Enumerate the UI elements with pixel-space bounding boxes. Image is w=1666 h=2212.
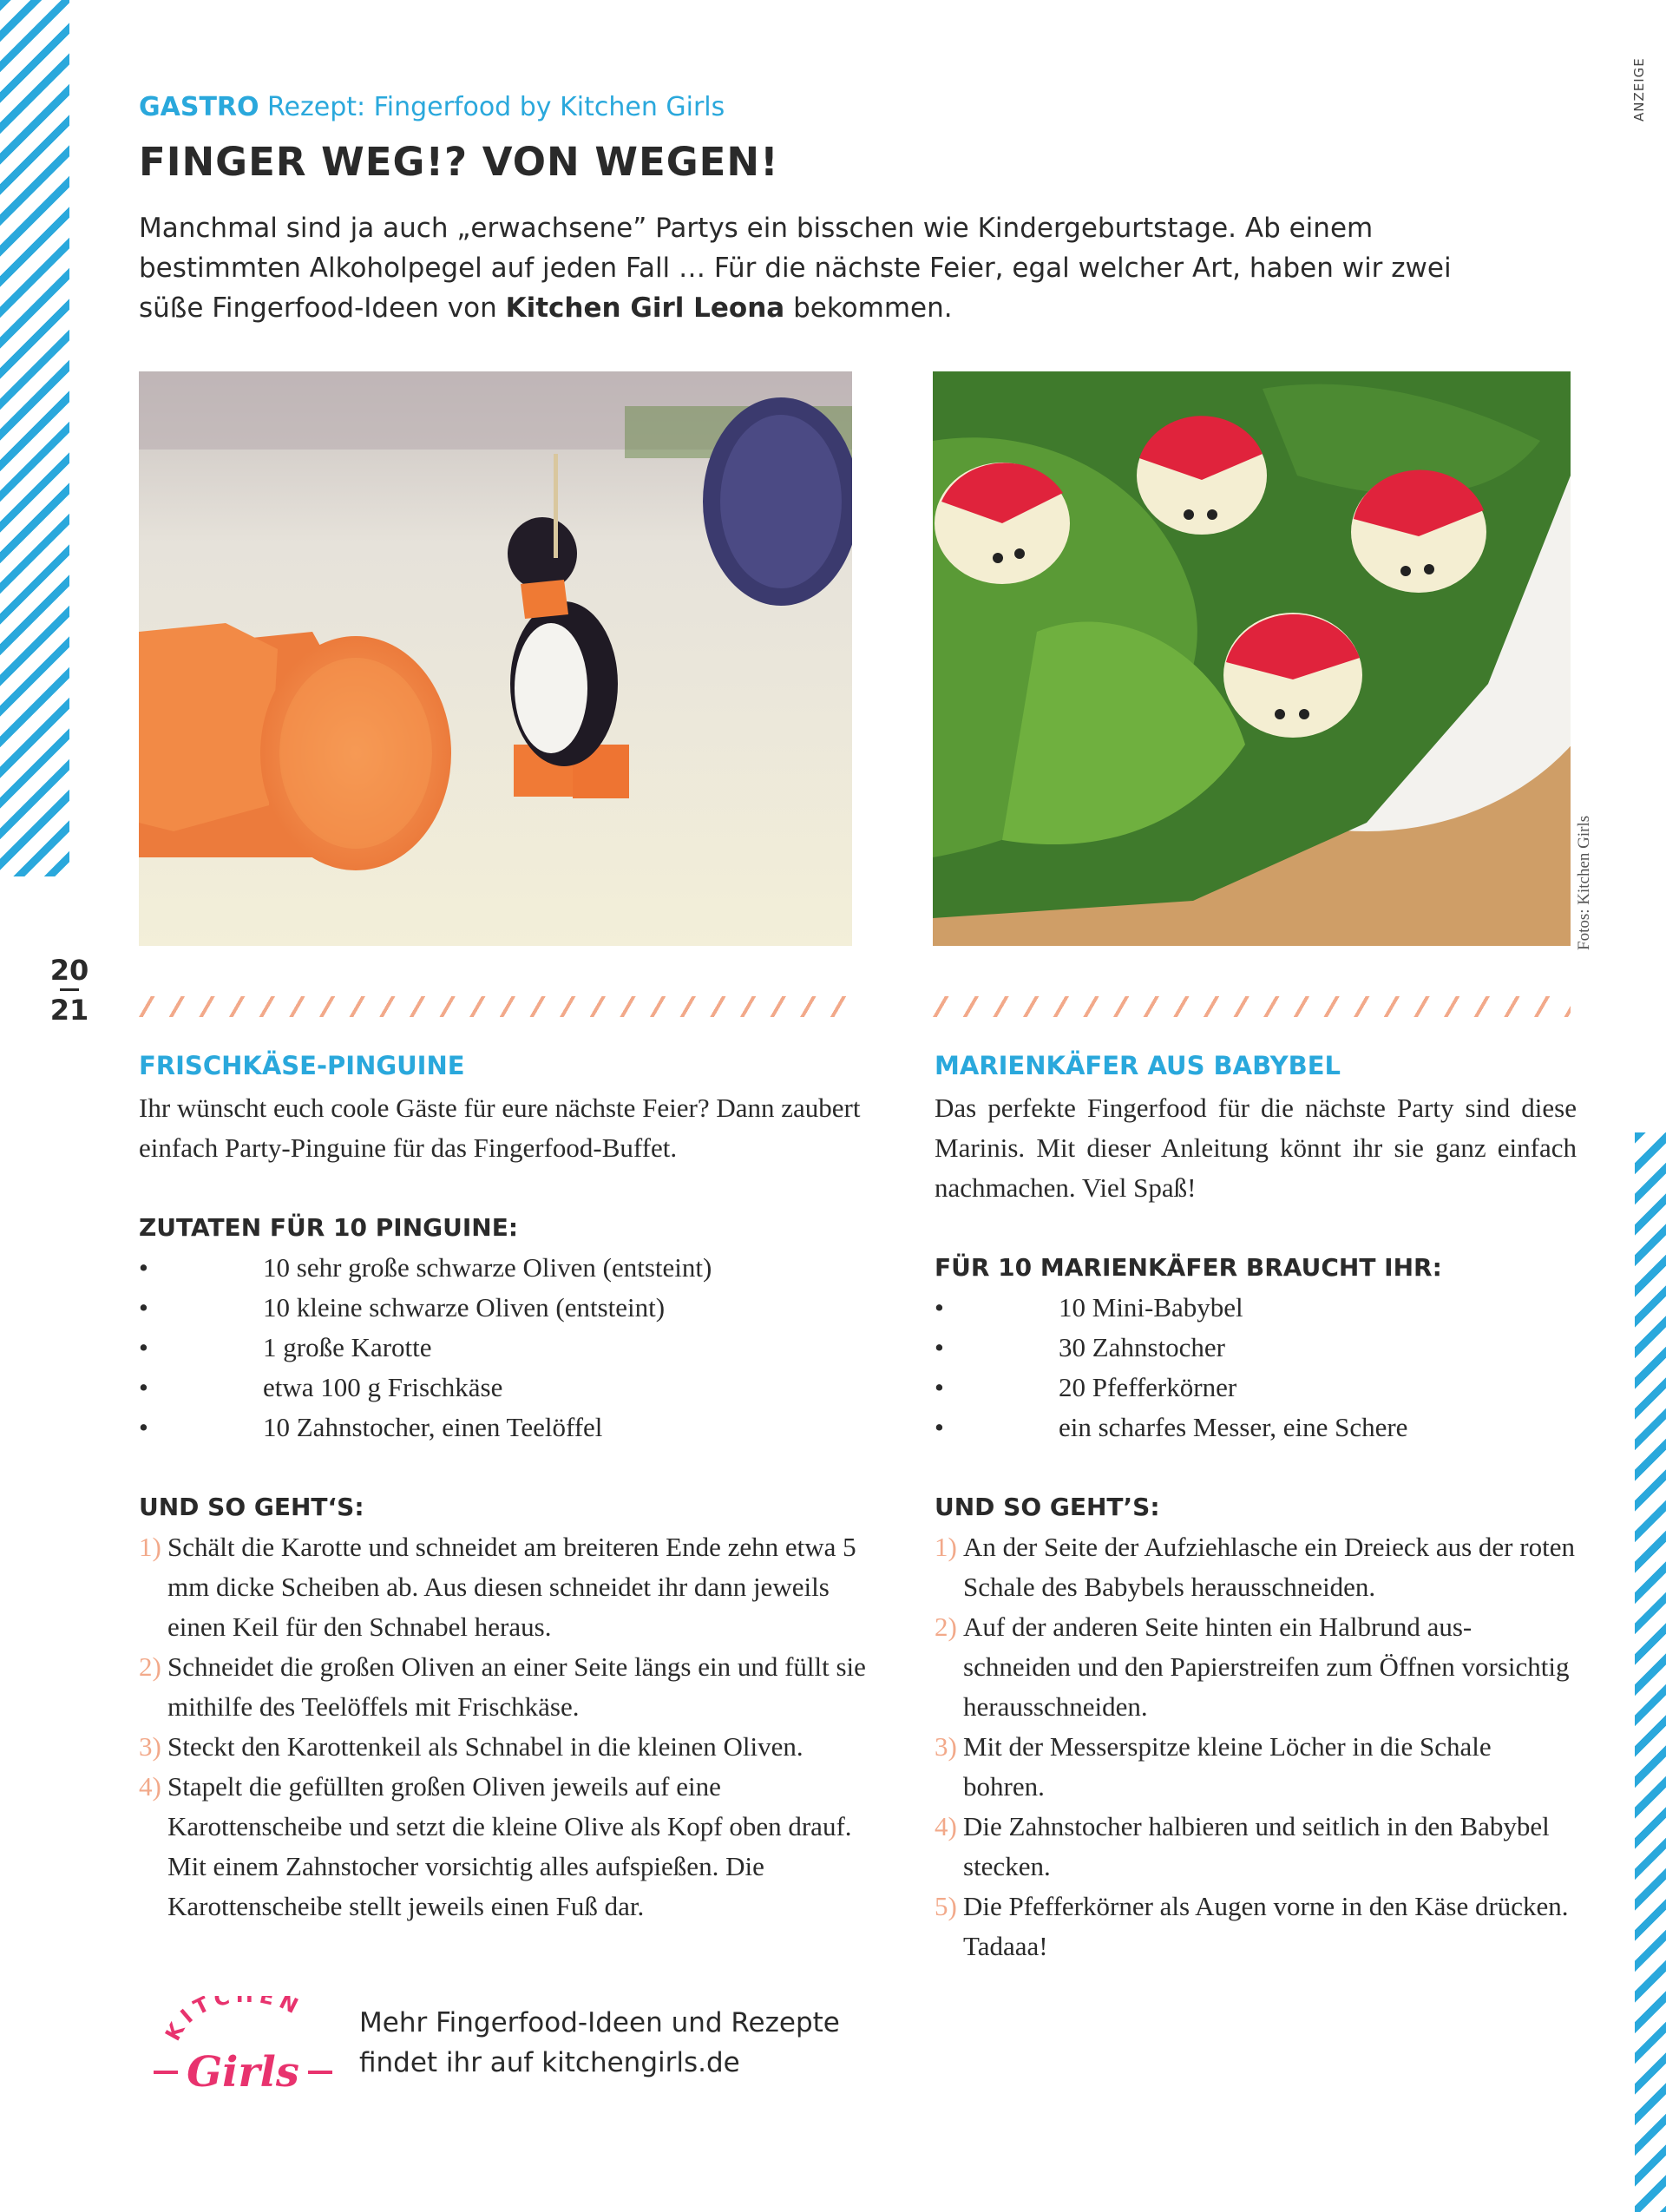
ingredient-text: 1 große Karotte — [263, 1332, 432, 1362]
ingredient-item — [139, 1368, 868, 1408]
ingredient-item — [139, 1288, 868, 1328]
intro-text-end: bekommen. — [784, 292, 953, 324]
recipe-title: FRISCHKÄSE-PINGUINE — [139, 1051, 465, 1080]
page-number-bottom: 21 — [49, 994, 89, 1027]
svg-text:KITCHEN — [161, 1996, 306, 2045]
step-number: 2) — [139, 1651, 161, 1682]
ingredient-text: 10 Mini-Babybel — [1059, 1292, 1243, 1323]
bullet: • — [139, 1292, 148, 1323]
ingredient-item — [935, 1288, 1577, 1328]
ladybug-photo-illustration — [933, 371, 1571, 946]
logo-top-text: KITC EN — [160, 1996, 307, 2045]
steps-list — [935, 1527, 1577, 1966]
bullet: • — [935, 1332, 944, 1362]
step-text: Stapelt die gefüllten großen Oliven jeweils auf eine Karottenscheibe und setzt die kleine Olive als Kopf oben drauf. Mit einem Zahnstocher vorsichtig alles aufspießen. Die Karottenscheibe stellt jeweils einen Fuß dar. — [167, 1771, 852, 1921]
ingredient-text: 10 kleine schwarze Oliven (entsteint) — [263, 1292, 666, 1323]
bullet: • — [139, 1332, 148, 1362]
decorative-divider-left — [139, 996, 852, 1017]
step-item — [935, 1727, 1577, 1807]
step-item — [935, 1607, 1577, 1727]
advertisement-label: ANZEIGE — [1631, 57, 1647, 121]
ingredients-heading: FÜR 10 MARIENKÄFER BRAUCHT IHR: — [935, 1253, 1442, 1282]
article-intro — [139, 208, 1492, 328]
footer-line-2: findet ihr auf kitchengirls.de — [359, 2047, 740, 2078]
step-text: Auf der anderen Seite hinten ein Halbrund aus-schneiden und den Papierstreifen zum Öffnen vorsichtig herausschneiden. — [963, 1611, 1570, 1722]
bullet: • — [935, 1372, 944, 1402]
decorative-stripes-left — [0, 0, 69, 876]
ladybug-4 — [1223, 613, 1362, 738]
ingredients-heading: ZUTATEN FÜR 10 PINGUINE: — [139, 1213, 519, 1242]
ladybug-1 — [935, 463, 1070, 584]
step-number: 4) — [935, 1811, 957, 1841]
steps-heading: UND SO GEHT‘S: — [139, 1493, 364, 1521]
section-kicker — [139, 92, 1007, 122]
spacer — [139, 1168, 868, 1208]
kicker-topic: Rezept: Fingerfood by Kitchen Girls — [259, 92, 725, 122]
penguin-photo-illustration — [139, 371, 852, 946]
ladybug-photo — [933, 371, 1571, 946]
ingredients-list — [935, 1288, 1577, 1447]
step-number: 4) — [139, 1771, 161, 1802]
recipe-penguins — [139, 1047, 868, 1926]
decorative-stripes-right — [1635, 1132, 1666, 2212]
ingredient-text: 30 Zahnstocher — [1059, 1332, 1225, 1362]
bullet: • — [139, 1252, 148, 1283]
intro-author: Kitchen Girl Leona — [505, 292, 785, 324]
spacer — [935, 1208, 1577, 1248]
decorative-divider-right — [933, 996, 1571, 1017]
recipe-title: MARIENKÄFER AUS BABYBEL — [935, 1051, 1341, 1080]
bullet: • — [935, 1292, 944, 1323]
spacer — [935, 1447, 1577, 1487]
spacer — [139, 1447, 868, 1487]
recipe-ladybugs — [935, 1047, 1577, 1966]
step-item — [139, 1727, 868, 1767]
ingredient-text: etwa 100 g Frischkäse — [263, 1372, 503, 1402]
steps-heading: UND SO GEHT’S: — [935, 1493, 1160, 1521]
step-text: Die Pfefferkörner als Augen vorne in den Käse drücken. Tadaaa! — [963, 1891, 1569, 1961]
ingredient-text: 10 Zahnstocher, einen Teelöffel — [263, 1412, 603, 1442]
page-number-top: 20 — [49, 954, 89, 987]
page-number-divider — [60, 988, 79, 991]
step-text: An der Seite der Aufziehlasche ein Dreieck aus der roten Schale des Babybels herausschneiden. — [963, 1532, 1575, 1602]
bullet: • — [139, 1372, 148, 1402]
step-text: Schneidet die großen Oliven an einer Seite längs ein und füllt sie mithilfe des Teelöffels mit Frischkäse. — [167, 1651, 866, 1722]
kitchen-girls-logo-graphic — [152, 1996, 338, 2100]
ingredient-item — [935, 1408, 1577, 1447]
page-numbers — [45, 955, 94, 1026]
bullet: • — [139, 1412, 148, 1442]
step-text: Steckt den Karottenkeil als Schnabel in die kleinen Oliven. — [167, 1731, 803, 1762]
ingredient-text: 20 Pfefferkörner — [1059, 1372, 1237, 1402]
steps-list — [139, 1527, 868, 1926]
kitchen-girls-logo — [152, 1996, 338, 2100]
step-item — [935, 1527, 1577, 1607]
step-number: 1) — [935, 1532, 957, 1562]
step-number: 5) — [935, 1891, 957, 1921]
step-item — [935, 1887, 1577, 1966]
article-title: FINGER WEG!? VON WEGEN! — [139, 139, 779, 185]
recipe-description: Das perfekte Fingerfood für die nächste Party sind diese Marinis. Mit dieser Anleitung könnt ihr sie ganz einfach nachmachen. Viel Spaß! — [935, 1093, 1577, 1203]
footer-line-1: Mehr Fingerfood-Ideen und Rezepte — [359, 2007, 840, 2038]
ingredient-item — [139, 1408, 868, 1447]
bullet: • — [935, 1412, 944, 1442]
step-number: 2) — [935, 1611, 957, 1642]
logo-bottom-text: Girls — [187, 2048, 299, 2097]
ingredient-text: ein scharfes Messer, eine Schere — [1059, 1412, 1408, 1442]
ingredient-text: 10 sehr große schwarze Oliven (entsteint) — [263, 1252, 712, 1283]
penguin-photo — [139, 371, 852, 946]
intro-text: Manchmal sind ja auch „erwachsene” Partys ein bisschen wie Kindergeburtstage. Ab einem bestimmten Alkoholpegel auf jeden Fall … Für die nächste Feier, egal welcher Art, haben wir zwei süße Fingerfood-Ideen von — [139, 213, 1452, 324]
step-item — [139, 1767, 868, 1926]
step-text: Die Zahnstocher halbieren und seitlich in den Babybel stecken. — [963, 1811, 1550, 1881]
ingredients-list — [139, 1248, 868, 1447]
step-item — [935, 1807, 1577, 1887]
step-item — [139, 1527, 868, 1647]
step-text: Schält die Karotte und schneidet am breiteren Ende zehn etwa 5 mm dicke Scheiben ab. Aus diesen schneidet ihr dann jeweils einen Keil für den Schnabel heraus. — [167, 1532, 856, 1642]
ingredient-item — [935, 1368, 1577, 1408]
photo-credit: Fotos: Kitchen Girls — [1575, 815, 1593, 950]
ingredient-item — [139, 1248, 868, 1288]
ingredient-item — [935, 1328, 1577, 1368]
ladybug-2 — [1137, 416, 1267, 535]
ingredient-item — [139, 1328, 868, 1368]
kicker-category: GASTRO — [139, 92, 259, 122]
step-item — [139, 1647, 868, 1727]
step-number: 3) — [139, 1731, 161, 1762]
recipe-description: Ihr wünscht euch coole Gäste für eure nächste Feier? Dann zaubert einfach Party-Pinguine für das Fingerfood-Buffet. — [139, 1093, 861, 1163]
step-text: Mit der Messerspitze kleine Löcher in die Schale bohren. — [963, 1731, 1492, 1802]
footer-link-text — [359, 2003, 967, 2083]
step-number: 3) — [935, 1731, 957, 1762]
step-number: 1) — [139, 1532, 161, 1562]
